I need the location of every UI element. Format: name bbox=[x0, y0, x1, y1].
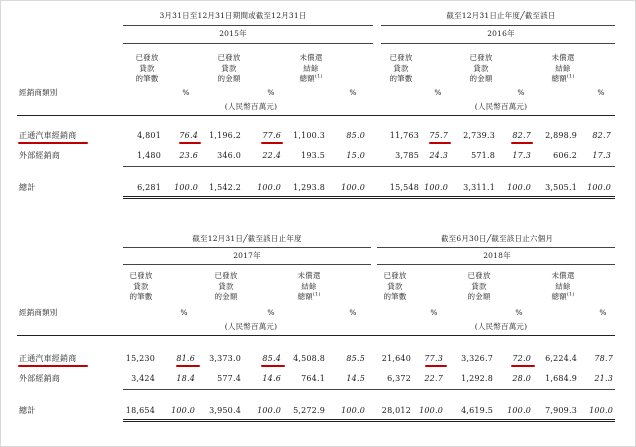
rule bbox=[377, 247, 615, 248]
outstanding-header: 未償還 結餘 總額$^{(1)}$ bbox=[297, 271, 321, 301]
percent-header: % bbox=[517, 88, 525, 97]
table-cell: 193.5 bbox=[301, 151, 325, 160]
period-label-2017: 截至12月31日╱截至該日止年度 bbox=[192, 234, 302, 243]
unit-label: (人民幣百萬元) bbox=[224, 102, 278, 111]
table-cell: 4,619.5 bbox=[461, 406, 493, 415]
table-cell: 100.0 bbox=[587, 183, 611, 192]
table-cell: 82.7 bbox=[512, 131, 531, 140]
unit-label: (人民幣百萬元) bbox=[474, 102, 528, 111]
table-cell: 100.0 bbox=[171, 406, 195, 415]
year-2018: 2018年 bbox=[483, 251, 511, 260]
table-cell: 100.0 bbox=[589, 406, 613, 415]
red-underline bbox=[18, 365, 88, 367]
loans-amount-header: 已發放 貸款 的金額 bbox=[469, 53, 493, 83]
table-cell: 3,326.7 bbox=[461, 354, 493, 363]
table-cell: 23.6 bbox=[179, 151, 198, 160]
table-cell: 4,508.8 bbox=[293, 354, 325, 363]
table-cell: 577.4 bbox=[217, 374, 241, 383]
table-cell: 11,763 bbox=[389, 131, 419, 140]
table-cell: 1,480 bbox=[137, 151, 161, 160]
table-cell: 1,293.8 bbox=[293, 183, 325, 192]
table-cell: 1,542.2 bbox=[209, 183, 241, 192]
table-cell: 100.0 bbox=[507, 183, 531, 192]
table-cell: 1,292.8 bbox=[461, 374, 493, 383]
table-cell: 28,012 bbox=[381, 406, 411, 415]
table-cell: 3,373.0 bbox=[209, 354, 241, 363]
table-cell: 3,505.1 bbox=[545, 183, 577, 192]
table-cell: 3,311.1 bbox=[463, 183, 495, 192]
row-label-external: 外部經銷商 bbox=[19, 151, 60, 160]
loans-count-header: 已發放 貸款 的筆數 bbox=[129, 271, 153, 301]
table-cell: 100.0 bbox=[419, 406, 443, 415]
row-label-external: 外部經銷商 bbox=[19, 374, 60, 383]
percent-header: % bbox=[182, 88, 190, 97]
loans-count-header: 已發放 貸款 的筆數 bbox=[383, 271, 407, 301]
table-cell: 100.0 bbox=[341, 406, 365, 415]
percent-header: % bbox=[599, 308, 607, 317]
table-cell: 2,739.3 bbox=[463, 131, 495, 140]
table-cell: 6,281 bbox=[137, 183, 161, 192]
red-underline bbox=[18, 142, 88, 144]
table-cell: 15,548 bbox=[389, 183, 419, 192]
table-cell: 76.4 bbox=[179, 131, 198, 140]
rule bbox=[123, 25, 373, 26]
percent-header: % bbox=[349, 88, 357, 97]
rule bbox=[123, 247, 371, 248]
table-cell: 6,224.4 bbox=[545, 354, 577, 363]
rule bbox=[123, 43, 373, 44]
table-cell: 1,196.2 bbox=[209, 131, 241, 140]
table-cell: 100.0 bbox=[174, 183, 198, 192]
table-cell: 22.7 bbox=[424, 374, 443, 383]
table-cell: 14.6 bbox=[262, 374, 281, 383]
table-cell: 1,100.3 bbox=[293, 131, 325, 140]
table-cell: 72.0 bbox=[512, 354, 531, 363]
red-underline bbox=[176, 365, 200, 367]
dealer-type-header: 經銷商類別 bbox=[19, 88, 58, 97]
rule bbox=[381, 43, 615, 44]
table-cell: 346.0 bbox=[217, 151, 241, 160]
red-underline bbox=[511, 365, 535, 367]
table-cell: 100.0 bbox=[341, 183, 365, 192]
table-cell: 78.7 bbox=[594, 354, 613, 363]
red-underline bbox=[429, 142, 451, 144]
year-2016: 2016年 bbox=[487, 29, 515, 38]
subtotal-rule bbox=[123, 389, 615, 390]
percent-header: % bbox=[267, 88, 275, 97]
red-underline bbox=[425, 365, 447, 367]
year-2015: 2015年 bbox=[219, 29, 247, 38]
table-cell: 22.4 bbox=[262, 151, 281, 160]
table-cell: 77.6 bbox=[262, 131, 281, 140]
table-cell: 15.0 bbox=[346, 151, 365, 160]
unit-label: (人民幣百萬元) bbox=[474, 322, 528, 331]
table-cell: 100.0 bbox=[257, 183, 281, 192]
percent-header: % bbox=[434, 88, 442, 97]
row-label-zhengtong: 正通汽車經銷商 bbox=[19, 131, 77, 140]
table-cell: 3,424 bbox=[131, 374, 155, 383]
percent-header: % bbox=[597, 88, 605, 97]
table-cell: 21,640 bbox=[381, 354, 411, 363]
row-label-total: 總計 bbox=[19, 183, 36, 192]
red-underline bbox=[261, 365, 285, 367]
rule bbox=[123, 264, 371, 265]
red-underline bbox=[261, 142, 283, 144]
table-cell: 75.7 bbox=[429, 131, 448, 140]
header-rule bbox=[17, 115, 615, 116]
outstanding-header: 未償還 結餘 總額$^{(1)}$ bbox=[551, 271, 575, 301]
table-cell: 85.4 bbox=[262, 354, 281, 363]
table-cell: 81.6 bbox=[176, 354, 195, 363]
unit-label: (人民幣百萬元) bbox=[224, 322, 278, 331]
table-cell: 5,272.9 bbox=[293, 406, 325, 415]
row-label-total: 總計 bbox=[19, 406, 36, 415]
table-cell: 18,654 bbox=[125, 406, 155, 415]
loans-amount-header: 已發放 貸款 的金額 bbox=[214, 271, 238, 301]
table-cell: 6,372 bbox=[387, 374, 411, 383]
table-cell: 14.5 bbox=[346, 374, 365, 383]
table-cell: 606.2 bbox=[553, 151, 577, 160]
table-cell: 17.3 bbox=[592, 151, 611, 160]
table-cell: 77.3 bbox=[424, 354, 443, 363]
table-cell: 1,684.9 bbox=[545, 374, 577, 383]
table-cell: 17.3 bbox=[512, 151, 531, 160]
table-cell: 15,230 bbox=[125, 354, 155, 363]
outstanding-header: 未償還 結餘 總額$^{(1)}$ bbox=[299, 53, 323, 83]
period-label-2016: 截至12月31日止年度╱截至該日 bbox=[446, 11, 556, 20]
loans-count-header: 已發放 貸款 的筆數 bbox=[135, 53, 159, 83]
table-cell: 3,950.4 bbox=[209, 406, 241, 415]
row-label-zhengtong: 正通汽車經銷商 bbox=[19, 354, 77, 363]
table-cell: 85.0 bbox=[346, 131, 365, 140]
loans-amount-header: 已發放 貸款 的金額 bbox=[467, 271, 491, 301]
total-rule bbox=[123, 198, 615, 199]
total-rule bbox=[123, 196, 615, 197]
table-cell: 764.1 bbox=[301, 374, 325, 383]
table-cell: 21.3 bbox=[594, 374, 613, 383]
period-label-2018: 截至6月30日╱截至該日止六個月 bbox=[440, 234, 554, 243]
rule bbox=[381, 25, 615, 26]
table-cell: 4,801 bbox=[137, 131, 161, 140]
subtotal-rule bbox=[123, 166, 615, 167]
table-cell: 2,898.9 bbox=[545, 131, 577, 140]
table-cell: 24.3 bbox=[429, 151, 448, 160]
outstanding-header: 未償還 結餘 總額$^{(1)}$ bbox=[551, 53, 575, 83]
percent-header: % bbox=[267, 308, 275, 317]
total-rule bbox=[123, 419, 615, 420]
percent-header: % bbox=[430, 308, 438, 317]
table-cell: 100.0 bbox=[507, 406, 531, 415]
table-cell: 82.7 bbox=[592, 131, 611, 140]
dealer-type-header: 經銷商類別 bbox=[19, 308, 58, 317]
table-cell: 28.0 bbox=[512, 374, 531, 383]
table-cell: 7,909.3 bbox=[545, 406, 577, 415]
percent-header: % bbox=[515, 308, 523, 317]
loans-count-header: 已發放 貸款 的筆數 bbox=[389, 53, 413, 83]
loans-amount-header: 已發放 貸款 的金額 bbox=[217, 53, 241, 83]
table-cell: 100.0 bbox=[424, 183, 448, 192]
table-cell: 571.8 bbox=[471, 151, 495, 160]
period-label-2015: 3月31日至12月31日期間或截至12月31日 bbox=[159, 11, 307, 20]
table-cell: 85.5 bbox=[346, 354, 365, 363]
header-rule bbox=[17, 335, 615, 336]
table-cell: 18.4 bbox=[176, 374, 195, 383]
table-cell: 3,785 bbox=[395, 151, 419, 160]
year-2017: 2017年 bbox=[233, 251, 261, 260]
percent-header: % bbox=[349, 308, 357, 317]
rule bbox=[377, 264, 615, 265]
red-underline bbox=[179, 142, 201, 144]
table-cell: 100.0 bbox=[257, 406, 281, 415]
total-rule bbox=[123, 421, 615, 422]
red-underline bbox=[511, 142, 533, 144]
percent-header: % bbox=[180, 308, 188, 317]
